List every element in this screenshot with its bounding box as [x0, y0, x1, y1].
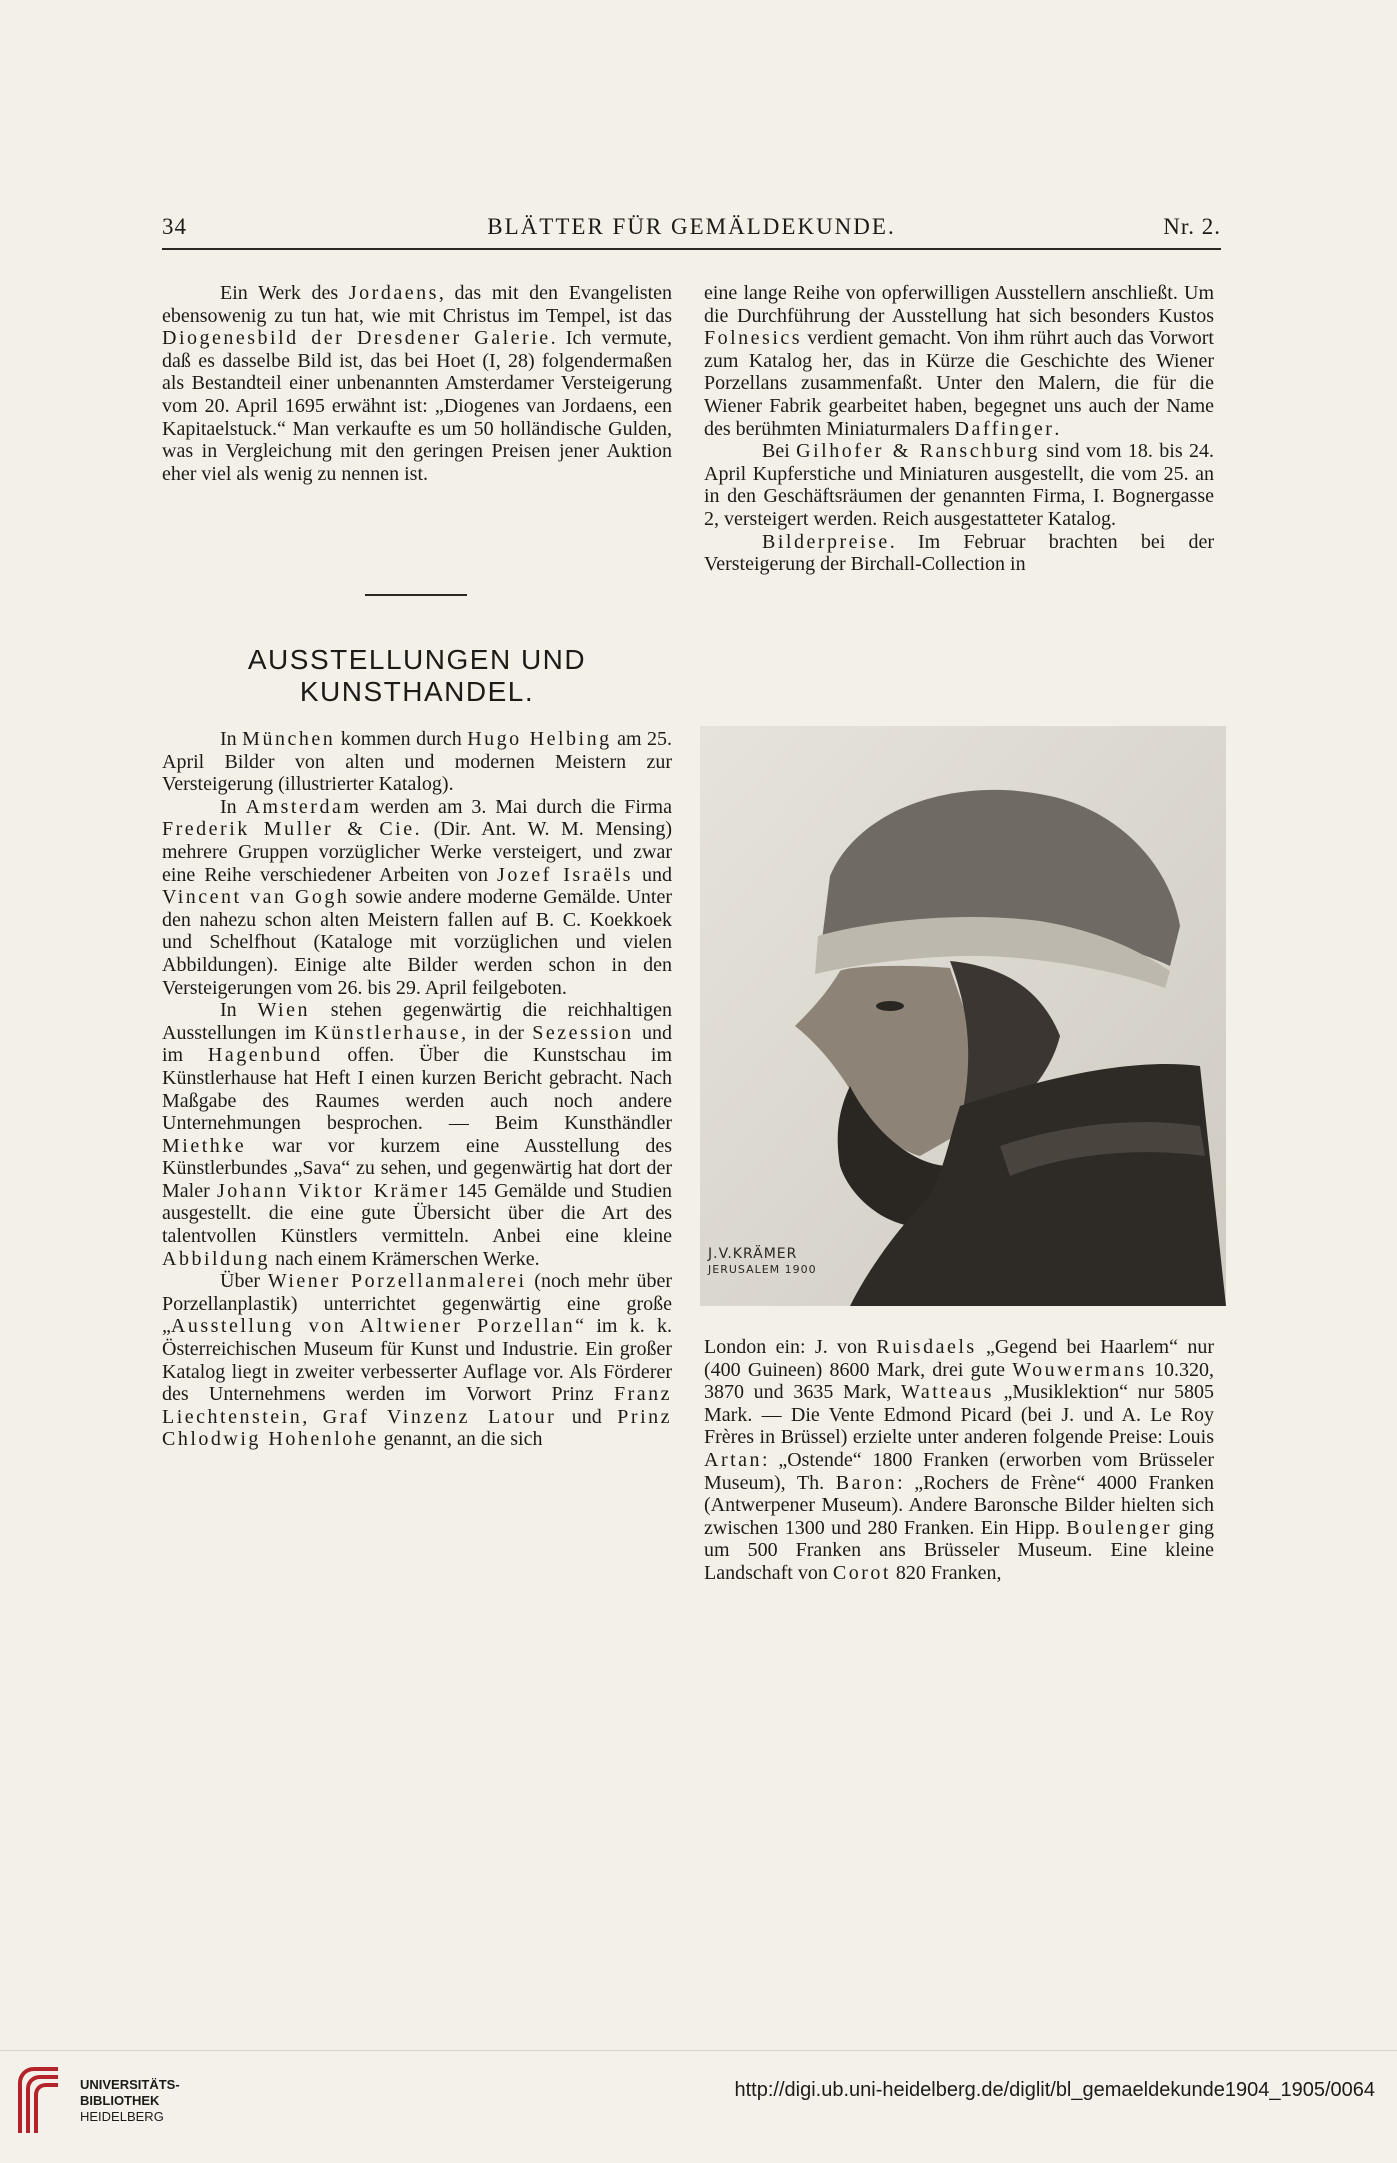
issue-number: Nr. 2. — [1163, 214, 1221, 239]
paragraph-wien: In Wien stehen gegenwärtig die reichhaltigen Ausstellungen im Künstlerhause, in der Sezession und im Hagenbund offen. Über die Kunstschau im Künstlerhause hat Heft I einen kurzen Bericht gebracht. Nach Maßgabe des Raumes werden auch noch andere Unternehmungen besprochen. — Beim Kunsthändler Miethke war vor kurzem eine Ausstellung des Künstlerbundes „Sava“ zu sehen, und gegenwärtig hat dort der Maler Johann Viktor Krämer 145 Gemälde und Studien ausgestellt. die eine gute Übersicht über die Art des talentvollen Künstlers vermitteln. Anbei eine kleine Abbildung nach einem Krämerschen Werke. — [162, 999, 673, 1270]
portrait-illustration — [700, 726, 1226, 1306]
portrait-painting — [700, 726, 1226, 1306]
section-heading: AUSSTELLUNGEN UND KUNSTHANDEL. — [247, 644, 587, 707]
paragraph-porzellan: Über Wiener Porzellanmalerei (noch mehr über Porzellanplastik) unterrichtet gegenwärtig eine große „Ausstellung von Altwiener Porzellan“ im k. k. Österreichischen Museum für Kunst und Industrie. Ein großer Katalog liegt in zweiter verbesserter Auflage vor. Als Förderer des Unternehmens werden im Vorwort Prinz Franz Liechtenstein, Graf Vinzenz Latour und Prinz Chlodwig Hohenlohe genannt, an die sich — [162, 1270, 673, 1451]
spaced-name: Jordaens — [348, 282, 439, 304]
right-column-bottom — [704, 1336, 1214, 1585]
spaced-name: Diogenesbild der Dresdener Galerie — [162, 327, 551, 350]
section-divider — [365, 594, 467, 596]
viewer-footer — [0, 2050, 1397, 2163]
institution-name: UNIVERSITÄTS- BIBLIOTHEK HEIDELBERG — [80, 2077, 180, 2124]
paragraph-gilhofer: Bei Gilhofer & Ranschburg sind vom 18. bis 24. April Kupferstiche und Miniaturen ausgestellt, die vom 25. an in den Geschäftsräumen der genannten Firma, I. Bognergasse 2, versteigert werden. Reich ausgestatteter Katalog. — [704, 440, 1214, 530]
left-column-top — [162, 282, 672, 485]
paragraph-london: London ein: J. von Ruisdaels „Gegend bei Haarlem“ nur (400 Guineen) 8600 Mark, drei gute Wouwermans 10.320, 3870 und 3635 Mark, Watteaus „Musiklektion“ nur 5805 Mark. — Die Vente Edmond Picard (bei J. und A. Le Roy Frères in Brüssel) erzielte unter anderen folgende Preise: Louis Artan: „Ostende“ 1800 Franken (erworben vom Brüsseler Museum), Th. Baron: „Rochers de Frène“ 4000 Franken (Antwerpener Museum). Andere Baronsche Bilder hielten sich zwischen 1300 und 280 Franken. Ein Hipp. Boulenger ging um 500 Franken ans Brüsseler Museum. Eine kleine Landschaft von Corot 820 Franken, — [704, 1336, 1215, 1584]
university-library-logo-icon — [14, 2063, 70, 2143]
permalink-url[interactable]: http://digi.ub.uni-heidelberg.de/diglit/bl_gemaeldekunde1904_1905/0064 — [734, 2079, 1375, 2101]
painting-signature: J.V.KRÄMER JERUSALEM 1900 — [708, 1246, 817, 1276]
left-column-body — [162, 728, 672, 1451]
paragraph-amsterdam: In Amsterdam werden am 3. Mai durch die Firma Frederik Muller & Cie. (Dir. Ant. W. M. Mensing) mehrere Gruppen vorzüglicher Werke versteigert, und zwar eine Reihe verschiedener Arbeiten von Jozef Israëls und Vincent van Gogh sowie andere moderne Gemälde. Unter den nahezu schon alten Meistern fallen auf B. C. Koekkoek und Schelfhout (Kataloge mit vorzüglichen und vielen Abbildungen). Einige alte Bilder werden schon in den Versteigerungen vom 26. bis 29. April feilgeboten. — [162, 795, 672, 999]
right-column-top — [704, 282, 1214, 576]
paragraph-continuation: eine lange Reihe von opferwilligen Ausstellern anschließt. Um die Durchführung der Ausstellung hat sich besonders Kustos Folnesics verdient gemacht. Von ihm rührt auch das Vorwort zum Katalog her, das in Kürze die Geschichte des Wiener Porzellans zusammenfaßt. Unter den Malern, die für die Wiener Fabrik gearbeitet haben, begegnet uns auch der Name des berühmten Miniaturmalers Daffinger. — [704, 282, 1214, 440]
journal-title: BLÄTTER FÜR GEMÄLDEKUNDE. — [487, 214, 896, 239]
page-number: 34 — [162, 214, 187, 239]
paragraph-jordaens: Ein Werk des Jordaens, das mit den Evangelisten ebensowenig zu tun hat, wie mit Christus im Tempel, ist das Diogenesbild der Dresdener Galerie. Ich vermute, daß es dasselbe Bild ist, das bei Hoet (I, 28) folgendermaßen als Bestandteil einer unbenannten Amsterdamer Versteigerung vom 20. April 1695 erwähnt ist: „Diogenes van Jordaens, een Kapitaelstuck.“ Man verkaufte es um 50 holländische Gulden, was in Vergleichung mit den geringen Preisen jener Auktion eher viel als wenig zu nennen ist. — [162, 282, 673, 485]
paragraph-bilderpreise: Bilderpreise. Im Februar brachten bei der Versteigerung der Birchall-Collection in — [704, 530, 1214, 576]
running-header — [162, 208, 1221, 250]
paragraph-muenchen: In München kommen durch Hugo Helbing am 25. April Bilder von alten und modernen Meistern zur Versteigerung (illustrierter Katalog). — [162, 728, 672, 796]
